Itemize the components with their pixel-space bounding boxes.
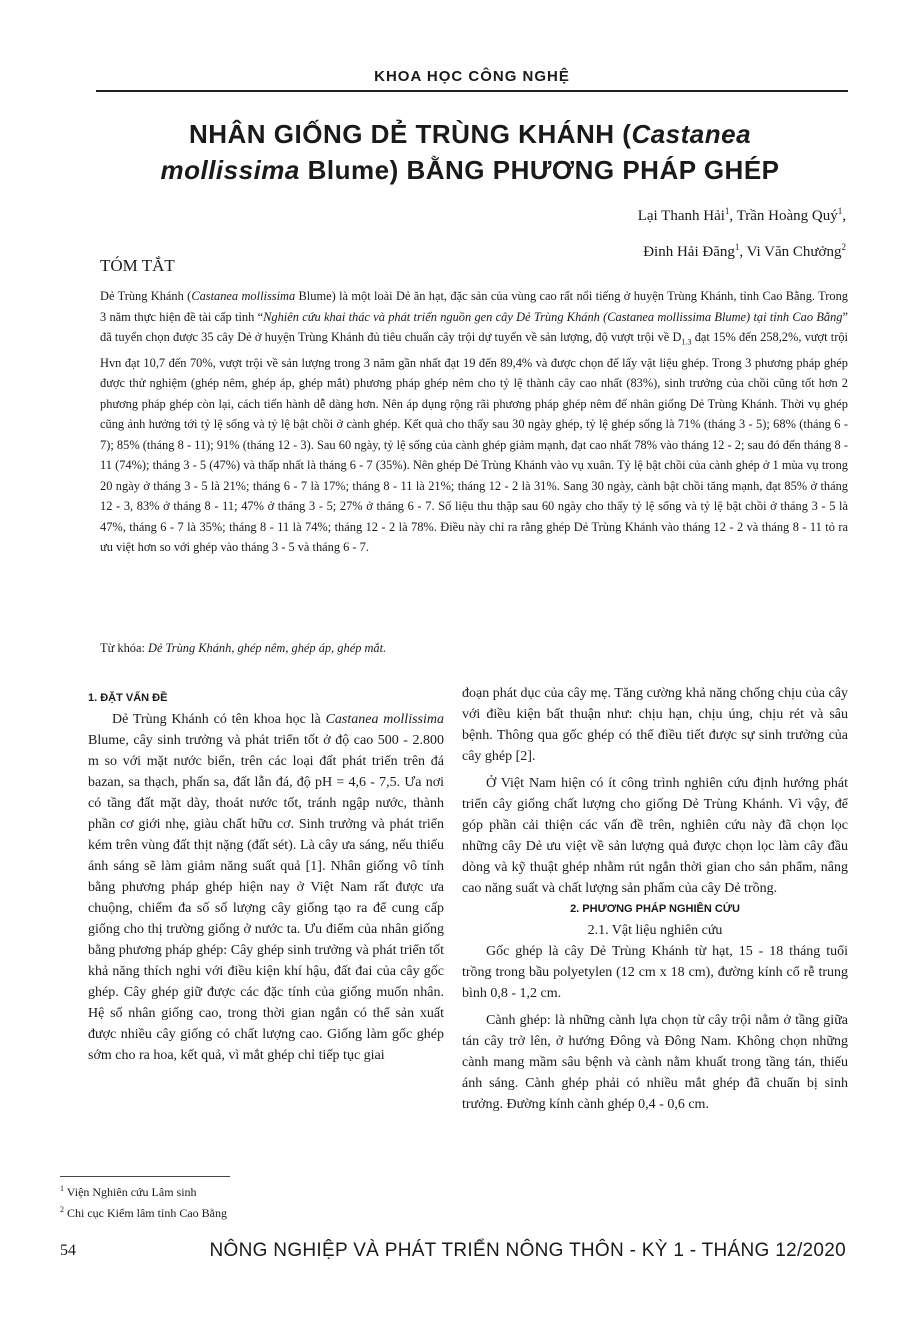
body-text: Dẻ Trùng Khánh có tên khoa học là (112, 712, 326, 727)
abstract-scientific-name: Castanea mollissima (191, 289, 296, 303)
footnote-mark: 1 (60, 1184, 64, 1193)
footnote-text: Chi cục Kiểm lâm tỉnh Cao Bằng (64, 1206, 227, 1220)
body-text: Blume, cây sinh trưởng và phát triển tốt ở độ cao 500 - 2.800 m so với mặt nước biển, trên các loại đất phát triển trên đá bazan, sa thạch, phấn sa, đất lẫn đá, độ pH = 4,6 - 7,5. Ưa nơi có tầng đất mặt dày, thoát nước tốt, tránh ngập nước, thành phần cơ giới nhẹ, giàu chất hữu cơ. Sinh trưởng và phát triển kém trên vùng đất thịt nặng (đất sét). Là cây ưa sáng, nếu thiếu ánh sáng sẽ làm giảm năng suất quả [1]. Nhân giống vô tính bằng phương pháp ghép hiện nay ở Việt Nam rất được ưa chuộng, chiếm đa số số lượng cây giống tạo ra để cung cấp giống cho thị trường giống ở nước ta. Ưu điểm của nhân giống bằng phương pháp ghép: Cây ghép sinh trưởng và phát triển tốt khả năng thích nghi với điều kiện khí hậu, đất đai của cây gốc ghép. Cây ghép giữ được các đặc tính của giống muốn nhân. Hệ số nhân giống cao, trong thời gian ngắn có thể sản xuất được nhiều cây giống có chất lượng cao. Giống làm gốc ghép sớm cho ra hoa, kết quả, vì mắt ghép chỉ tiếp tục giai (88, 733, 444, 1063)
body-paragraph: Gốc ghép là cây Dẻ Trùng Khánh từ hạt, 15 - 18 tháng tuổi trồng trong bầu polyetylen (12 cm x 18 cm), đường kính cổ rễ trung bình 0,8 - 1,2 cm. (462, 944, 848, 1001)
abstract-text: đạt 15% đến 258,2%, vượt trội Hvn đạt 10,7 đến 70%, vượt trội về sản lượng trong 3 năm gần nhất đạt 19 đến 89,4% và được chọn để lấy vật liệu ghép. Trong 3 phương pháp ghép được thử nghiệm (ghép nêm, ghép áp, ghép mắt) phương pháp ghép nêm cho tỷ lệ thành cây cao nhất (83%), sinh trưởng của chồi cũng tốt hơn 2 phương pháp ghép còn lại, cách tiến hành dễ dàng hơn. Nên áp dụng rộng rãi phương pháp ghép nêm để nhân giống Dẻ Trùng Khánh. Thời vụ ghép cũng ảnh hưởng tới tỷ lệ sống và tỷ lệ bật chồi ở cành ghép. Kết quả cho thấy sau 30 ngày ghép, tỷ lệ ghép sống là 71% (tháng 3 - 5); 68% (tháng 6 - 7); 85% (tháng 8 - 11); 91% (tháng 12 - 3). Sau 60 ngày, tỷ lệ sống của cành ghép giảm mạnh, đạt cao nhất 78% vào tháng 12 - 2; sau đó đến tháng 8 - 11 (74%); tháng 3 - 5 (47%) và thấp nhất là tháng 6 - 7 (35%). Nên ghép Dẻ Trùng Khánh vào vụ xuân. Tỷ lệ bật chồi của cành ghép ở 1 mùa vụ trong 20 ngày ở tháng 3 - 5 là 21%; tháng 6 - 7 là 17%; tháng 8 - 11 là 21%; tháng 12 - 2 là 31%. Sang 30 ngày, cành bật chồi tăng mạnh, đạt 85% ở tháng 12 - 3, 83% ở tháng 8 - 11; 47% ở tháng 3 - 5; 27% ở tháng 6 - 7. Số liệu thu thập sau 60 ngày cho thấy tỷ lệ sống và tỷ lệ bật chồi ở tháng 3 - 5 là 47%, tháng 6 - 7 là 35%; tháng 8 - 11 là 74%; tháng 12 - 2 là 78%. Điều này chỉ ra rằng ghép Dẻ Trùng Khánh vào tháng 12 - 2 và tháng 8 - 11 tỏ ra ưu việt hơn so với ghép vào tháng 3 - 5 và tháng 6 - 7. (100, 330, 848, 555)
subsection-heading: 2.1. Vật liệu nghiên cứu (587, 923, 723, 938)
title-part-2: Blume) BẰNG PHƯƠNG PHÁP GHÉP (299, 155, 780, 185)
title-part-1: NHÂN GIỐNG DẺ TRÙNG KHÁNH ( (188, 119, 632, 149)
author-affiliation-mark: 1 (734, 242, 740, 252)
footnotes (60, 1180, 420, 1222)
page-number: 54 (60, 1242, 76, 1259)
body-paragraph (88, 709, 444, 1066)
section-label: KHOA HỌC CÔNG NGHỆ (374, 68, 570, 85)
abstract-text: Dẻ Trùng Khánh ( (100, 289, 192, 303)
right-column (462, 683, 848, 1115)
left-column (88, 688, 444, 1066)
author-name: Lại Thanh Hải (637, 208, 725, 224)
footnote-item (60, 1201, 420, 1222)
section-heading: 2. PHƯƠNG PHÁP NGHIÊN CỨU (570, 903, 740, 915)
author-list (346, 196, 846, 268)
keywords-label: Từ khóa: (100, 641, 149, 655)
author-affiliation-mark: 1 (837, 206, 843, 216)
footnote-divider (60, 1176, 230, 1177)
author-name: , Vi Văn Chưởng (739, 244, 842, 260)
article-title (110, 116, 830, 188)
title-italic-species: mollissima (160, 155, 300, 185)
abstract-project-title: Nghiên cứu khai thác và phát triển nguồn gen cây Dẻ Trùng Khánh (Castanea mollissima Blume) tại tỉnh Cao Bằng (263, 309, 843, 324)
abstract-subscript: 1.3 (681, 337, 692, 347)
abstract-paragraph (100, 286, 848, 558)
abstract-text: Blume) là một loài Dẻ ăn hạt, đặc sản của vùng cao rất nổi tiếng ở huyện Trùng Khánh, tỉnh Cao Bằng. Trong 3 năm thực hiện đề tài cấp tỉnh “ (100, 289, 849, 324)
footnote-text: Viện Nghiên cứu Lâm sinh (64, 1185, 197, 1199)
section-heading: 1. ĐẶT VẤN ĐỀ (88, 692, 168, 704)
abstract-body (100, 286, 848, 558)
footnote-mark: 2 (60, 1205, 64, 1214)
title-italic-genus: Castanea (631, 119, 752, 149)
section-header (96, 66, 848, 92)
body-paragraph: Cành ghép: là những cành lựa chọn từ cây trội nằm ở tầng giữa tán cây trở lên, ở hướng Đông và Đông Nam. Không chọn những cành mang mầm sâu bệnh và cành nằm khuất trong tầng tán, thiếu ánh sáng. Cành ghép phải có nhiều mắt ghép đã chuẩn bị sinh trưởng. Đường kính cành ghép 0,4 - 0,6 cm. (462, 1013, 848, 1112)
keywords-line (100, 638, 848, 658)
author-name: , Trần Hoàng Quý (729, 208, 838, 224)
footnote-item (60, 1180, 420, 1201)
journal-footer: NÔNG NGHIỆP VÀ PHÁT TRIỂN NÔNG THÔN - KỲ 1 - THÁNG 12/2020 (209, 1240, 846, 1261)
author-name: Đinh Hải Đăng (643, 244, 735, 260)
author-affiliation-mark: 2 (841, 242, 846, 252)
body-paragraph: đoạn phát dục của cây mẹ. Tăng cường khả năng chống chịu của cây với điều kiện bất thuận như: chịu hạn, chịu úng, chịu rét và sâu bệnh. Thông qua gốc ghép có thể điều tiết được sự sinh trưởng của cây ghép [2]. (462, 686, 848, 764)
body-paragraph: Ở Việt Nam hiện có ít công trình nghiên cứu định hướng phát triển cây giống chất lượng cho giống Dẻ Trùng Khánh. Vì vậy, để góp phần cải thiện các vấn đề trên, nghiên cứu này đã chọn lọc những cây Dẻ ưu việt về sản lượng quả được chọn lọc làm cây đầu dòng và kỹ thuật ghép nhằm rút ngắn thời gian cho sản phẩm, nâng cao năng suất và chất lượng sản phẩm của cây Dẻ trồng. (462, 776, 848, 896)
author-separator: , (842, 208, 846, 224)
author-affiliation-mark: 1 (724, 206, 730, 216)
abstract-text: ” đã tuyển chọn được 35 cây Dẻ ở huyện Trùng Khánh đủ tiêu chuẩn cây trội dự tuyển về sản lượng, độ vượt trội về D (100, 309, 848, 344)
keywords-value: Dẻ Trùng Khánh, ghép nêm, ghép áp, ghép mắt. (148, 641, 387, 655)
scientific-name: Castanea mollissima (325, 712, 444, 727)
abstract-heading: TÓM TẮT (100, 256, 175, 275)
